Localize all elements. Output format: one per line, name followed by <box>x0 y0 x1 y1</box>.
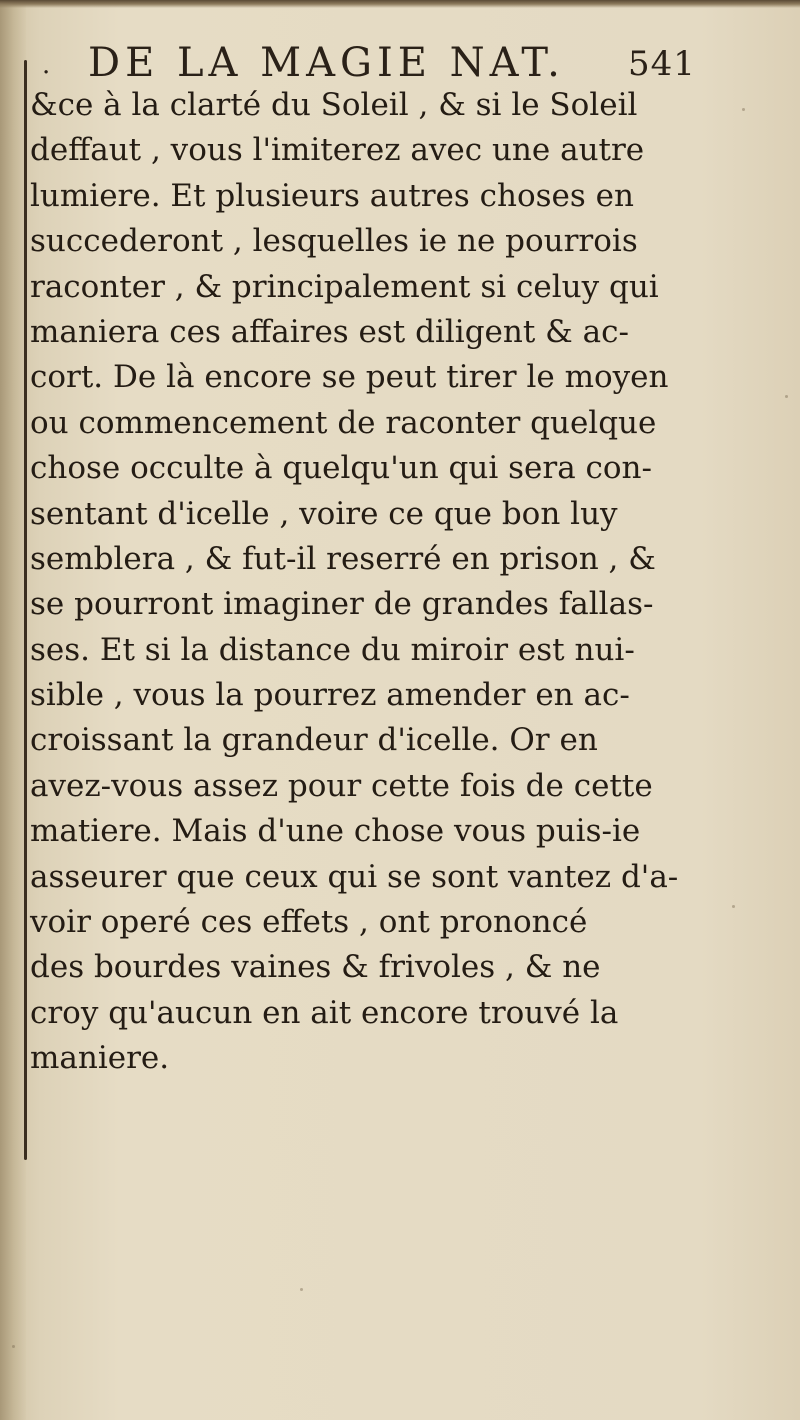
paper-spot <box>785 395 788 398</box>
text-line: &ce à la clarté du Soleil , & si le Soleil <box>30 87 638 123</box>
text-line: sentant d'icelle , voire ce que bon luy <box>30 495 618 532</box>
paper-spot <box>300 1288 303 1291</box>
text-line: asseurer que ceux qui se sont vantez d'a- <box>30 858 679 895</box>
text-line: se pourront imaginer de grandes fallas- <box>30 586 654 623</box>
paper-spot <box>732 905 735 908</box>
text-line: maniere. <box>30 1040 170 1077</box>
text-line: deffaut , vous l'imiterez avec une autre <box>30 132 645 169</box>
text-line: semblera , & fut-il reserré en prison , & <box>30 540 656 577</box>
text-line: croissant la grandeur d'icelle. Or en <box>30 722 598 759</box>
text-line: ou commencement de raconter quelque <box>30 404 657 441</box>
page-top-edge <box>0 0 800 8</box>
text-line: matiere. Mais d'une chose vous puis-ie <box>30 813 641 850</box>
paper-spot <box>742 108 745 111</box>
text-line: maniera ces affaires est diligent & ac- <box>30 313 629 350</box>
text-line: croy qu'aucun en ait encore trouvé la <box>30 994 619 1031</box>
gutter-edge-line <box>24 60 27 1160</box>
text-line: chose occulte à quelqu'un qui sera con- <box>30 450 652 487</box>
text-line: cort. De là encore se peut tirer le moyen <box>30 359 669 396</box>
paper-spot <box>12 1345 15 1348</box>
text-line: ses. Et si la distance du miroir est nui- <box>30 631 635 668</box>
text-line: sible , vous la pourrez amender en ac- <box>30 677 630 714</box>
body-text <box>30 83 710 1082</box>
text-line: des bourdes vaines & frivoles , & ne <box>30 949 601 986</box>
binding-gutter <box>0 0 26 1420</box>
running-title: DE LA MAGIE NAT. <box>88 40 565 86</box>
page-number: 541 <box>628 44 696 84</box>
text-line: avez-vous assez pour cette fois de cette <box>30 767 653 804</box>
text-line: raconter , & principalement si celuy qui <box>30 268 659 305</box>
text-line: succederont , lesquelles ie ne pourrois <box>30 223 638 260</box>
text-line: lumiere. Et plusieurs autres choses en <box>30 177 634 214</box>
text-line: voir operé ces effets , ont prononcé <box>30 904 588 941</box>
header-mark: · <box>42 58 56 88</box>
